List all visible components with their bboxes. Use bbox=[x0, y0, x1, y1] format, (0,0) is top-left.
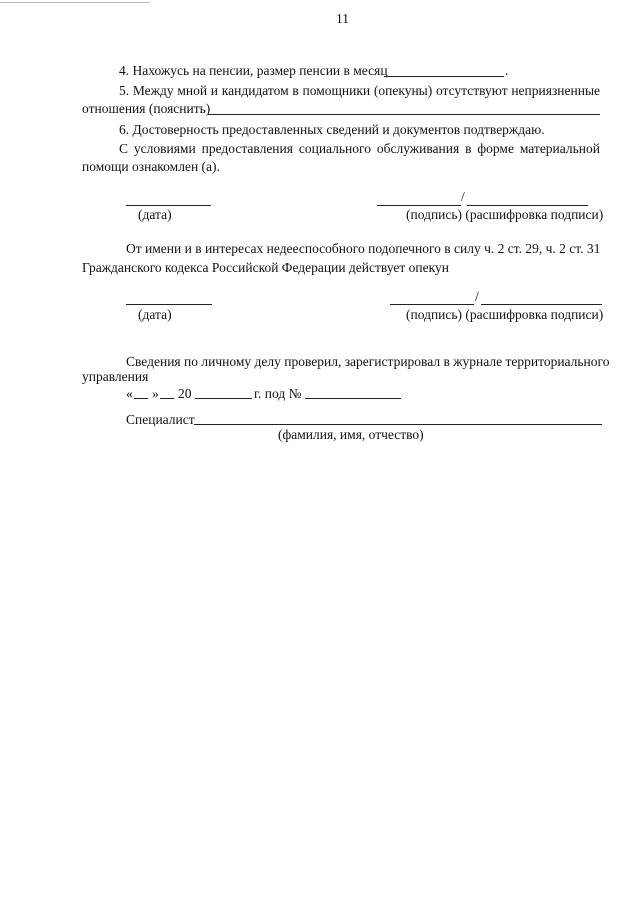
signature-decoding-field-2[interactable] bbox=[481, 304, 602, 305]
year-prefix: 20 bbox=[178, 386, 192, 401]
registration-number-prefix: г. под № bbox=[254, 386, 302, 401]
item-5-line-2: отношения (пояснить) bbox=[82, 101, 211, 116]
item-4-text: 4. Нахожусь на пенсии, размер пенсии в месяц bbox=[119, 63, 388, 78]
registration-month-field[interactable] bbox=[160, 398, 174, 399]
registration-number-field[interactable] bbox=[305, 398, 401, 399]
specialist-caption: (фамилия, имя, отчество) bbox=[278, 427, 424, 442]
conditions-line-1: С условиями предоставления социального обслуживания в форме материальной bbox=[119, 141, 600, 156]
date-label-1: (дата) bbox=[138, 207, 172, 222]
date-label-2: (дата) bbox=[138, 307, 172, 322]
signature-slash-2: / bbox=[475, 289, 479, 304]
registration-day-field[interactable] bbox=[134, 398, 148, 399]
pension-amount-field[interactable] bbox=[384, 76, 504, 77]
verification-line-2: управления bbox=[82, 369, 149, 384]
specialist-name-field[interactable] bbox=[194, 424, 602, 425]
date-field-2[interactable] bbox=[126, 304, 212, 305]
date-open-quote: « bbox=[126, 386, 133, 401]
signature-field-2[interactable] bbox=[390, 304, 474, 305]
item-5-line-1: 5. Между мной и кандидатом в помощники (опекуны) отсутствуют неприязненные bbox=[119, 83, 600, 98]
scan-top-edge bbox=[0, 2, 150, 3]
guardian-line-2: Гражданского кодекса Российской Федерации действует опекун bbox=[82, 260, 449, 275]
registration-year-field[interactable] bbox=[195, 398, 252, 399]
page-number: 11 bbox=[336, 11, 349, 26]
relationship-explain-field[interactable] bbox=[208, 114, 600, 115]
signature-label-1: (подпись) (расшифровка подписи) bbox=[406, 207, 604, 222]
specialist-label: Специалист bbox=[126, 412, 195, 427]
guardian-line-1: От имени и в интересах недееспособного подопечного в силу ч. 2 ст. 29, ч. 2 ст. 31 bbox=[126, 241, 601, 256]
signature-slash-1: / bbox=[461, 189, 465, 204]
item-4-end: . bbox=[505, 63, 509, 78]
verification-line-1: Сведения по личному делу проверил, зарегистрировал в журнале территориального bbox=[126, 354, 610, 369]
item-6-text: 6. Достоверность предоставленных сведений и документов подтверждаю. bbox=[119, 122, 545, 137]
date-close-quote: » bbox=[152, 386, 159, 401]
signature-label-2: (подпись) (расшифровка подписи) bbox=[406, 307, 604, 322]
conditions-line-2: помощи ознакомлен (а). bbox=[82, 159, 220, 174]
